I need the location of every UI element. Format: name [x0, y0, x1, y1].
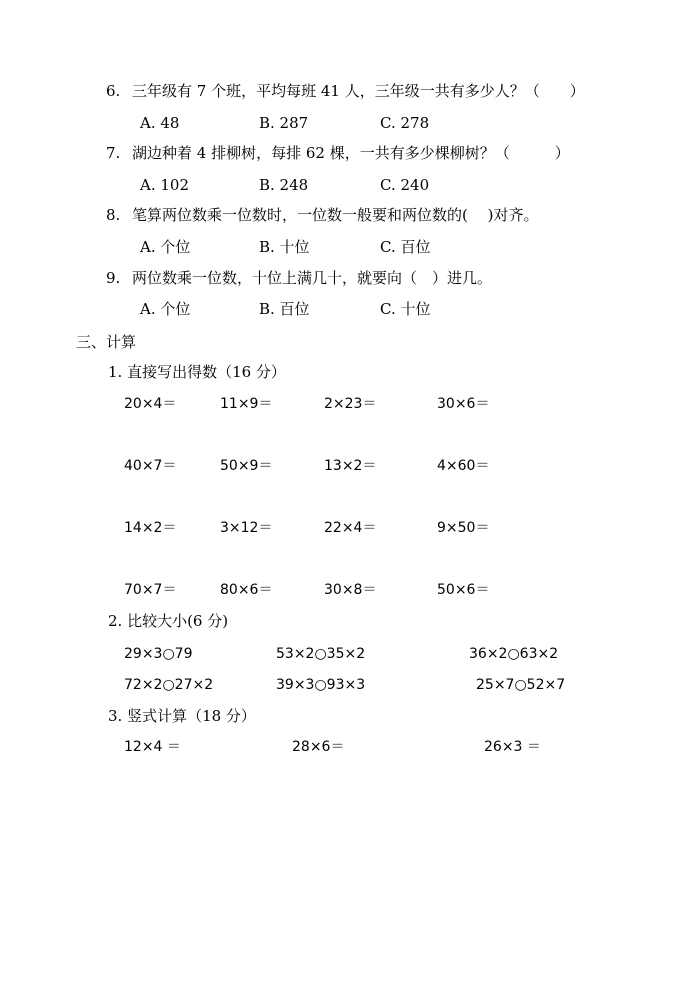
question-9-option-c: C. 十位 [380, 300, 431, 318]
part-2-title: 2. 比较大小(6 分) [108, 612, 229, 630]
calc-1-2: 11×9＝ [220, 396, 273, 412]
question-9-number: 9. [106, 269, 121, 287]
question-8-text: 笔算两位数乘一位数时，一位数一般要和两位数的( )对齐。 [132, 206, 539, 224]
calc-4-4: 50×6＝ [437, 582, 490, 598]
part-3-title: 3. 竖式计算（18 分） [108, 707, 256, 725]
calc-1-4: 30×6＝ [437, 396, 490, 412]
compare-1-3: 36×2○63×2 [469, 646, 559, 662]
question-7-option-b: B. 248 [259, 176, 309, 194]
calc-4-2: 80×6＝ [220, 582, 273, 598]
question-6-number: 6. [106, 82, 121, 100]
question-7-option-c: C. 240 [380, 176, 430, 194]
question-7-number: 7. [106, 144, 121, 162]
question-8-option-a: A. 个位 [140, 238, 191, 256]
section-3-title: 三、计算 [76, 333, 137, 351]
calc-3-2: 3×12＝ [220, 520, 273, 536]
compare-1-1: 29×3○79 [124, 646, 193, 662]
question-6-option-a: A. 48 [140, 114, 180, 132]
calc-2-3: 13×2＝ [324, 458, 377, 474]
question-6-option-b: B. 287 [259, 114, 309, 132]
vertical-calc-2: 28×6＝ [292, 739, 345, 755]
compare-2-3: 25×7○52×7 [476, 677, 566, 693]
question-7-option-a: A. 102 [140, 176, 189, 194]
calc-2-4: 4×60＝ [437, 458, 490, 474]
question-8-number: 8. [106, 206, 121, 224]
question-6-option-c: C. 278 [380, 114, 430, 132]
compare-2-2: 39×3○93×3 [276, 677, 366, 693]
calc-3-4: 9×50＝ [437, 520, 490, 536]
question-9-option-a: A. 个位 [140, 300, 191, 318]
calc-4-1: 70×7＝ [124, 582, 177, 598]
calc-1-1: 20×4＝ [124, 396, 177, 412]
compare-1-2: 53×2○35×2 [276, 646, 366, 662]
vertical-calc-3: 26×3 ＝ [484, 739, 541, 755]
calc-2-1: 40×7＝ [124, 458, 177, 474]
question-8-option-b: B. 十位 [259, 238, 310, 256]
question-9-option-b: B. 百位 [259, 300, 310, 318]
question-6-text: 三年级有 7 个班，平均每班 41 人，三年级一共有多少人？（ ） [132, 82, 585, 100]
question-8-option-c: C. 百位 [380, 238, 431, 256]
calc-3-3: 22×4＝ [324, 520, 377, 536]
calc-3-1: 14×2＝ [124, 520, 177, 536]
calc-1-3: 2×23＝ [324, 396, 377, 412]
vertical-calc-1: 12×4 ＝ [124, 739, 181, 755]
calc-2-2: 50×9＝ [220, 458, 273, 474]
question-7-text: 湖边种着 4 排柳树，每排 62 棵，一共有多少棵柳树？（ ） [132, 144, 570, 162]
calc-4-3: 30×8＝ [324, 582, 377, 598]
part-1-title: 1. 直接写出得数（16 分） [108, 363, 286, 381]
compare-2-1: 72×2○27×2 [124, 677, 214, 693]
question-9-text: 两位数乘一位数，十位上满几十，就要向（ ）进几。 [132, 269, 493, 287]
